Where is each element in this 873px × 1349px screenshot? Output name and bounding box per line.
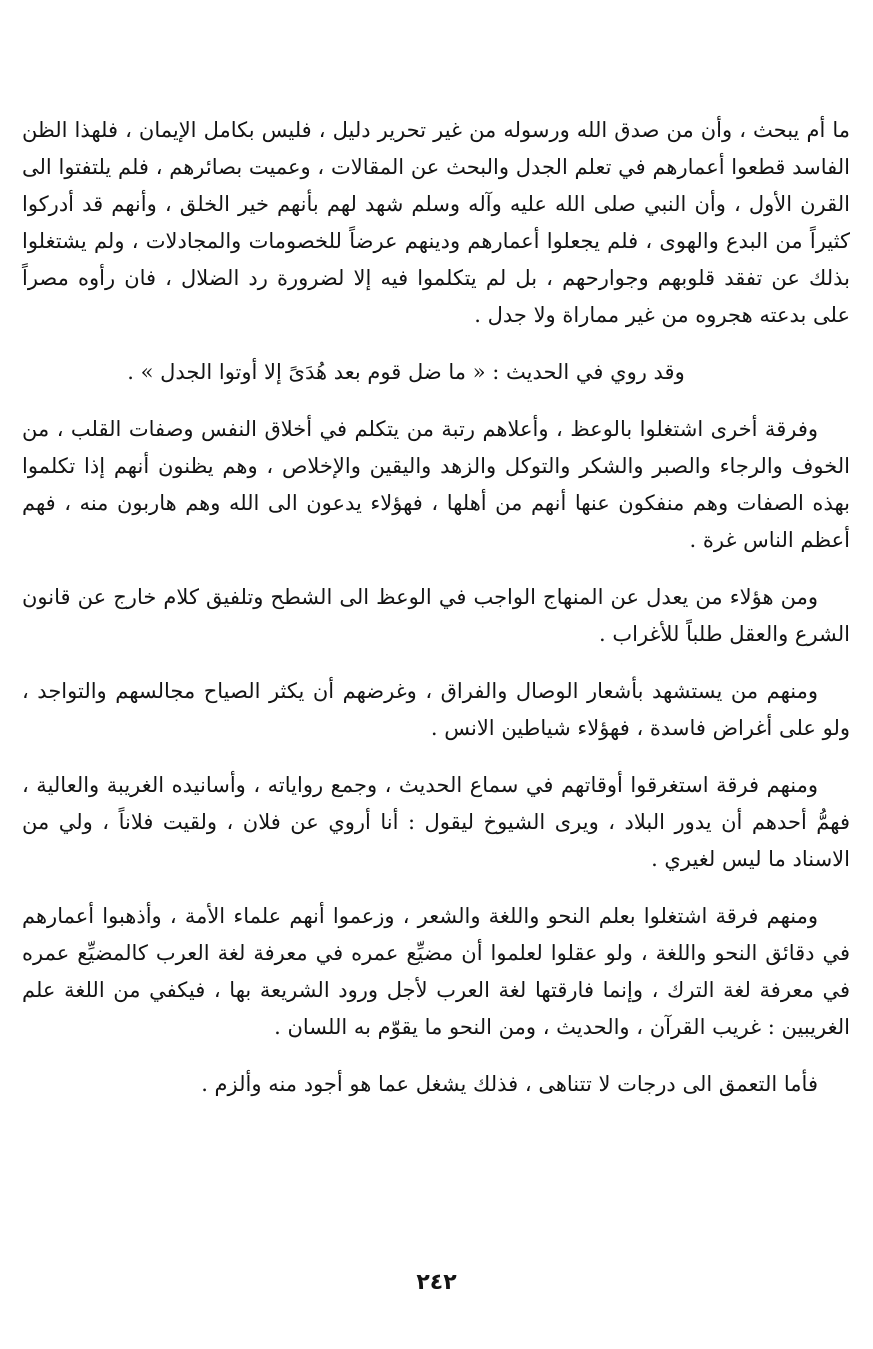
page-body — [22, 112, 850, 1123]
paragraph-poetry: ومنهم من يستشهد بأشعار الوصال والفراق ، وغرضهم أن يكثر الصياح مجالسهم والتواجد ، ولو على أغراض فاسدة ، فهؤلاء شياطين الانس . — [22, 679, 850, 740]
paragraph-continuation: ما أم يبحث ، وأن من صدق الله ورسوله من غير تحرير دليل ، فليس بكامل الإيمان ، فلهذا الظن الفاسد قطعوا أعمارهم في تعلم الجدل والبحث عن المقالات ، وعميت بصائرهم ، فلم يلتفتوا الى القرن الأول ، وأن النبي صلى الله عليه وآله وسلم شهد لهم بأنهم خير الخلق ، وأنهم قد أدركوا كثيراً من البدع والهوى ، فلم يجعلوا أعمارهم ودينهم عرضاً للخصومات والمجادلات ، ولم يشتغلوا بذلك عن تفقد قلوبهم وجوارحهم ، بل لم يتكلموا فيه إلا لضرورة رد الضلال ، فان رأوه مصراً على بدعته هجروه من غير مماراة ولا جدل . — [22, 118, 850, 327]
paragraph-hadith-collectors: ومنهم فرقة استغرقوا أوقاتهم في سماع الحديث ، وجمع رواياته ، وأسانيده الغريبة والعالية ، فهمُّ أحدهم أن يدور البلاد ، ويرى الشيوخ ليقول : أنا أروي عن فلان ، ولقيت فلاناً ، ولي من الاسناد ما ليس لغيري . — [22, 773, 850, 871]
paragraph-shath: ومن هؤلاء من يعدل عن المنهاج الواجب في الوعظ الى الشطح وتلفيق كلام خارج عن قانون الشرع والعقل طلباً للأغراب . — [22, 585, 850, 646]
paragraph-hadith-quote: وقد روي في الحديث : « ما ضل قوم بعد هُدَىً إلا أوتوا الجدل » . — [127, 360, 685, 384]
paragraph-grammarians: ومنهم فرقة اشتغلوا بعلم النحو واللغة والشعر ، وزعموا أنهم علماء الأمة ، وأذهبوا أعمارهم في دقائق النحو واللغة ، ولو عقلوا لعلموا أن مضيِّع عمره في معرفة لغة العرب كالمضيِّع عمره في معرفة لغة الترك ، وإنما فارقتها لغة العرب لأجل ورود الشريعة بها ، فيكفي من اللغة علم الغريبين : غريب القرآن ، والحديث ، ومن النحو ما يقوّم به اللسان . — [22, 904, 850, 1039]
paragraph-conclusion: فأما التعمق الى درجات لا تتناهى ، فذلك يشغل عما هو أجود منه وألزم . — [201, 1072, 818, 1096]
page-number: ٢٤٢ — [416, 1270, 457, 1295]
paragraph-preachers: وفرقة أخرى اشتغلوا بالوعظ ، وأعلاهم رتبة من يتكلم في أخلاق النفس وصفات القلب ، من الخوف والرجاء والصبر والشكر والتوكل والزهد واليقين والإخلاص ، وهم يظنون أنهم إذا تكلموا بهذه الصفات وهم منفكون عنها أنهم من أهلها ، فهؤلاء يدعون الى الله وهم هاربون منه ، فهم أعظم الناس غرة . — [22, 417, 850, 552]
